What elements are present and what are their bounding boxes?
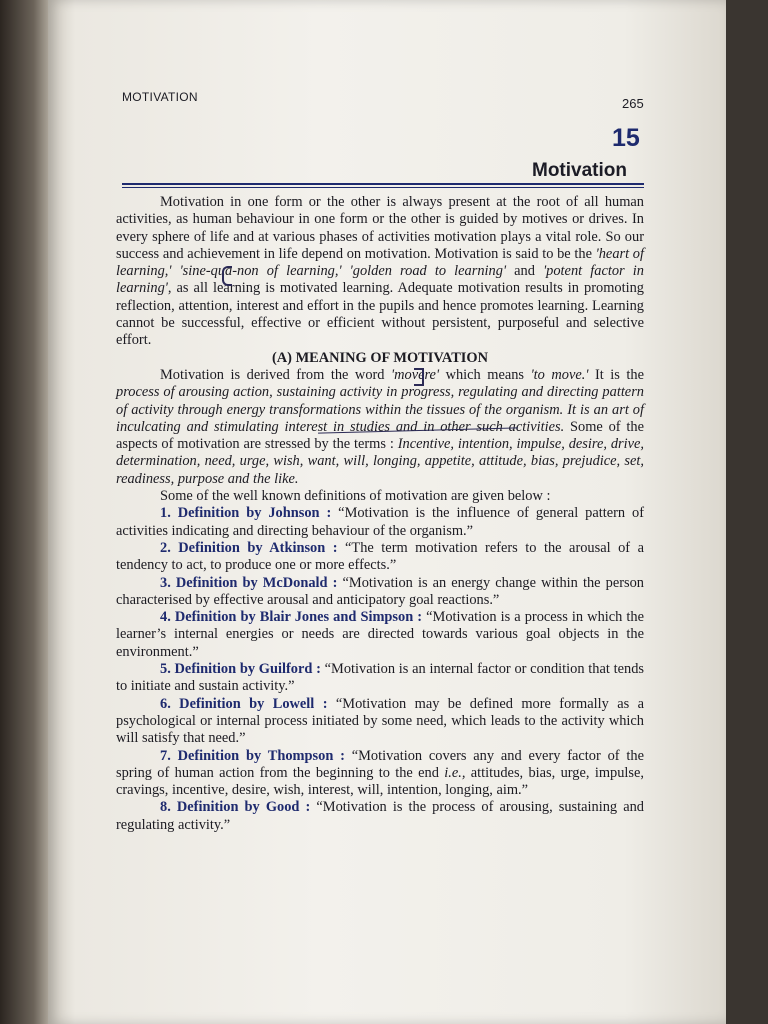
definition-atkinson (116, 540, 644, 575)
intro-rest: , as all learning is motivated learning. Adequate motivation results in promoting reflection, attention, interest and effort in the pupils and hence promotes learning. Learning cannot be successful, effective or efficient without persistent, purposeful and selective effort. (116, 280, 644, 349)
running-head: MOTIVATION (122, 90, 198, 104)
term-potent-factor: 'potent factor in learning' (116, 263, 644, 297)
definition-good (116, 799, 644, 834)
definition-label: 1. Definition by Johnson : (160, 505, 332, 522)
chapter-number: 15 (612, 124, 640, 152)
definition-text: “Motivation may be defined more formally as a psychological or internal process initiated by some need, which leads to the activity which will satisfy that need.” (116, 695, 644, 747)
book-spine (0, 0, 48, 1024)
term-movere: 'movere' (391, 366, 440, 383)
definition-text: “Motivation covers any and every factor of the spring of human action from the beginning to the end (116, 747, 644, 781)
definition-label: 2. Definition by Atkinson : (160, 539, 338, 556)
term-to-move: 'to move.' (530, 366, 589, 383)
term-heart-of-learning: 'heart of learning,' (116, 245, 644, 280)
intro-text: Motivation in one form or the other is always present at the root of all human activities, as human behaviour in one form or the other is guided by motives or drives. In every sphere of life and at various phases of activities motivation plays a vital role. So our success and achievement in life depend on motivation. Motivation is said to be the (116, 194, 644, 262)
definition-text-continued: attitudes, bias, urge, impulse, cravings, incentive, desire, wish, interest, will, intention, longing, aim.” (116, 764, 644, 799)
definition-label: 8. Definition by Good : (160, 799, 311, 816)
definition-mcdonald (116, 575, 644, 610)
definition-ie: i.e., (444, 764, 466, 781)
definition-label: 4. Definition by Blair Jones and Simpson : (160, 609, 423, 626)
definition-text: “Motivation is a process in which the learner’s internal energies or needs are directed towards various goal objects in the environment.” (116, 609, 644, 660)
definition-text: “Motivation is the influence of general pattern of activities indicating and directing behaviour of the organism.” (116, 505, 644, 539)
meaning-which-means: which means (439, 366, 531, 383)
title-rule-thin (122, 187, 644, 188)
title-rule-thick (122, 183, 644, 185)
definition-label: 7. Definition by Thompson : (160, 747, 345, 764)
intro-paragraph (116, 194, 644, 350)
meaning-start: Motivation is derived from the word (160, 366, 392, 383)
definition-thompson (116, 748, 644, 800)
chapter-title: Motivation (532, 160, 627, 181)
body-text (116, 194, 644, 834)
definitions-intro: Some of the well known definitions of motivation are given below : (160, 488, 551, 505)
meaning-terms: Incentive, intention, impulse, desire, drive, determination, need, urge, wish, want, will, longing, appetite, attitude, bias, prejudice, set, readiness, purpose and the like. (116, 436, 644, 487)
term-golden-road: 'golden road to learning' (349, 263, 507, 280)
definition-text: “The term motivation refers to the arousal of a tendency to act, to produce one or more effects.” (116, 539, 644, 574)
intro-and: and (506, 263, 544, 280)
section-heading: (A) MEANING OF MOTIVATION (272, 349, 488, 366)
definition-label: 3. Definition by McDonald : (160, 574, 338, 591)
meaning-after: Some of the aspects of motivation are stressed by the terms : (116, 418, 644, 453)
definition-label: 6. Definition by Lowell : (160, 695, 328, 712)
meaning-it-is: It is the (588, 366, 644, 383)
definition-text: “Motivation is the process of arousing, sustaining and regulating activity.” (116, 799, 644, 833)
definition-label: 5. Definition by Guilford : (160, 661, 321, 678)
definition-text: “Motivation is an internal factor or condition that tends to initiate and sustain activity.” (116, 661, 644, 695)
definition-johnson (116, 505, 644, 540)
meaning-definition: process of arousing action, sustaining activity in progress, regulating and directing pattern of activity through energy transformations within the tissues of the organism. It is an art of inculcating and stimulating interest in studies and in other such activities. (116, 384, 644, 435)
definition-lowell (116, 696, 644, 748)
definition-guilford (116, 661, 644, 696)
meaning-paragraph (116, 367, 644, 488)
page-number: 265 (622, 96, 644, 111)
definition-blair-jones-simpson (116, 609, 644, 661)
term-sine-qua-non: 'sine-qua-non of learning,' (179, 263, 342, 280)
definition-text: “Motivation is an energy change within the person characterised by effective arousal and anticipatory goal reactions.” (116, 574, 644, 608)
